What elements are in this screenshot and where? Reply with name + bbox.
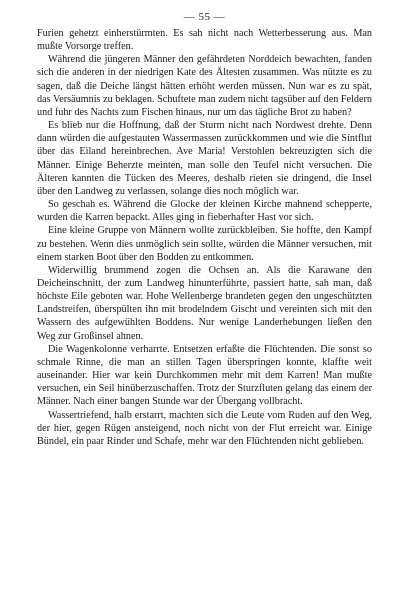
- paragraph: Die Wagenkolonne verharrte. Entsetzen erfaßte die Flüchtenden. Die sonst so schmale Rinne, die man an stillen Tagen überspringen konnte, klaffte weit auseinander. Hier war kein Durchkommen mehr mit dem Karren! Man mußte versuchen, ein Seil hinüberzuschaffen. Trotz der Sturzfluten gelang das einem der Männer. Nach einer bangen Stunde war der Übergang vollbracht.: [37, 343, 372, 408]
- paragraph: Während die jüngeren Männer den gefährdeten Norddeich bewachten, fanden sich die anderen in der niedrigen Kate des Ältesten zusammen. Was nützte es zu sagen, daß die Deiche längst hätten erhöht werden müssen. Nun war es zu spät, das Versäumnis zu beklagen. Schuftete man zudem nicht tagsüber auf den Feldern und fuhr des Nachts zum Fischen hinaus, nur um das tägliche Brot zu haben?: [37, 54, 372, 118]
- paragraph: Eine kleine Gruppe von Männern wollte zurückbleiben. Sie hoffte, den Kampf zu bestehen. Wenn dies unmöglich sein sollte, würden die Männer versuchen, mit einem starken Boot über den Bodden zu entkommen.: [37, 225, 372, 263]
- paragraph: Furien gehetzt einherstürmten. Es sah nicht nach Wetterbesserung aus. Man mußte Vorsorge treffen.: [37, 28, 372, 53]
- body-text: [37, 27, 372, 448]
- paragraph: So geschah es. Während die Glocke der kleinen Kirche mahnend schepperte, wurden die Karren bepackt. Alles ging in fieberhafter Hast vor sich.: [37, 199, 372, 224]
- paragraph: Es blieb nur die Hoffnung, daß der Sturm nicht nach Nordwest drehte. Denn dann würden die aufgestauten Wassermassen zurückkommen und wie die Sintflut über das Eiland hereinbrechen. Ave Maria! Verstohlen bekreuzigten sich die Männer. Einige Beherzte meinten, man solle den Teufel nicht versuchen. Die Älteren kannten die Tücken des Meeres, deshalb rieten sie dringend, die Insel über den Landweg zu verlassen, solange dies noch möglich war.: [37, 120, 372, 197]
- paragraph: Widerwillig brummend zogen die Ochsen an. Als die Karawane den Deicheinschnitt, der zum Landweg hinunterführte, passiert hatte, sah man, daß höchste Eile geboten war. Hohe Wellenberge brandeten gegen den ungeschützten Landstreifen, überspülten ihn mit brodelndem Gischt und vereinten sich mit den Wassern des aufgewühlten Boddens. Nur wenige Landerhebungen ließen den Weg zur Großinsel ahnen.: [37, 264, 372, 342]
- page-number: — 55 —: [183, 11, 226, 23]
- paragraph: Wassertriefend, halb erstarrt, machten sich die Leute vom Ruden auf den Weg, der hier, gegen Rügen ansteigend, noch nicht von der Flut erreicht war. Einige Bündel, ein paar Rinder und Schafe, mehr war den Flüchtenden nicht geblieben.: [37, 409, 372, 447]
